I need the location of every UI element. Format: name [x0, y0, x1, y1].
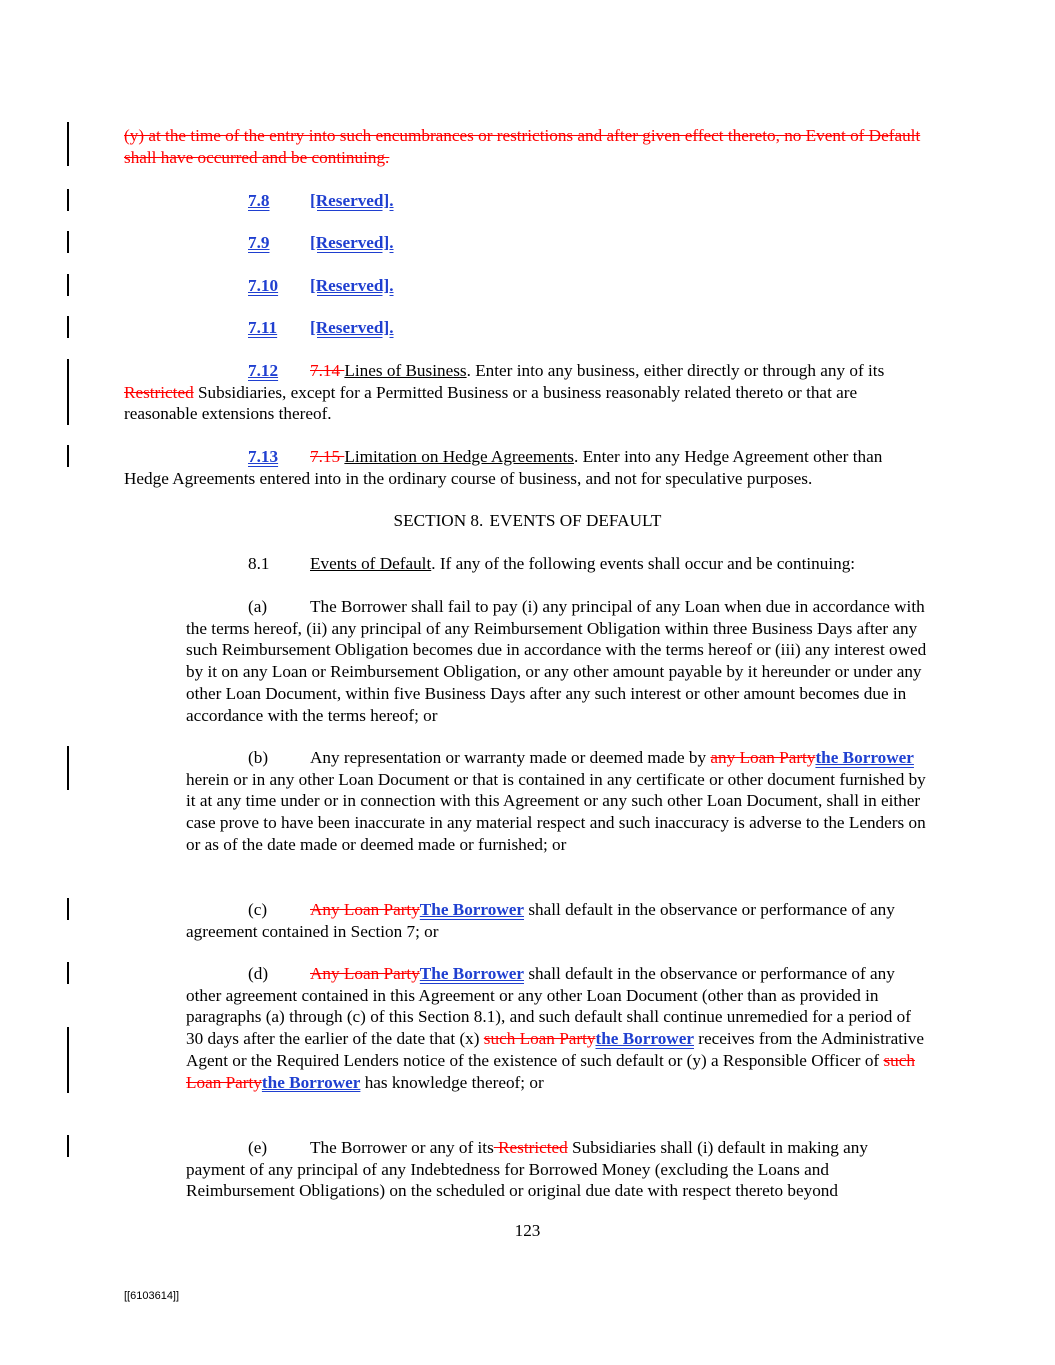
section-heading-title: EVENTS OF DEFAULT [489, 511, 662, 530]
deleted-text: (y) at the time of the entry into such encumbrances or restrictions and after given effect thereto, no Event of Default shall have occurred and be continuing. [124, 126, 921, 167]
section-number: 7.13 [248, 447, 279, 466]
body-text: . Enter into any business, either directly or through any of its [466, 361, 885, 380]
inserted-text: The Borrower [419, 964, 525, 983]
section-7-8 [248, 190, 394, 212]
clause-d [186, 963, 930, 1093]
change-bar [67, 316, 69, 338]
clause-b [186, 747, 930, 856]
section-title: [Reserved]. [310, 318, 394, 337]
body-text: has knowledge thereof; or [360, 1072, 544, 1092]
body-text: shall default in the observance or performance of any agreement contained in Section 7; or [186, 900, 895, 941]
section-number: 7.9 [248, 233, 270, 252]
section-title: [Reserved]. [310, 233, 394, 252]
change-bar [67, 445, 69, 467]
section-7-12 [124, 360, 930, 425]
section-7-9 [248, 232, 394, 254]
section-number: 8.1 [248, 554, 270, 573]
section-title: Events of Default [310, 554, 432, 573]
section-number: 7.8 [248, 191, 270, 210]
inserted-text: the Borrower [261, 1072, 361, 1092]
clause-e [186, 1137, 930, 1202]
body-text: . Enter into any Hedge Agreement other than Hedge Agreements entered into in the ordinary course of business, and not for speculative purposes. [124, 447, 883, 488]
inserted-text: the Borrower [815, 748, 914, 767]
change-bar [67, 122, 69, 166]
deleted-text: Any Loan Party [310, 964, 420, 983]
section-7-10 [248, 275, 394, 297]
deleted-text: such Loan Party [483, 1029, 596, 1049]
change-bar [67, 962, 69, 984]
section-title: Lines of Business [344, 361, 467, 380]
section-title: [Reserved]. [310, 276, 394, 295]
deleted-number: 7.15 [310, 447, 345, 466]
body-text: Any representation or warranty made or deemed made by [310, 748, 711, 767]
section-heading [0, 510, 1055, 532]
section-title: Limitation on Hedge Agreements [344, 447, 574, 466]
deleted-number: 7.14 [310, 361, 345, 380]
change-bar [67, 189, 69, 211]
body-text: herein or in any other Loan Document or that is contained in any certificate or other document furnished by it at any time under or in connection with this Agreement or any such other Loan Document, shall in either case prove to have been inaccurate in any material respect and such inaccuracy is adverse to the Lenders on or as of the date made or deemed made or furnished; or [186, 769, 926, 854]
change-bar [67, 274, 69, 296]
clause-c [186, 899, 930, 942]
clause-a [186, 596, 930, 726]
body-text: receives from the Administrative Agent or the Required Lenders notice of the existence of such default or (y) a Responsible Officer of [186, 1029, 925, 1070]
deleted-text: Restricted [493, 1138, 568, 1157]
section-8-1 [248, 553, 855, 575]
clause-label: (b) [248, 748, 269, 767]
change-bar [67, 1135, 69, 1157]
body-text: Subsidiaries, except for a Permitted Business or a business reasonably related thereto or that are reasonable extensions thereof. [124, 382, 858, 424]
page-number: 123 [514, 1221, 541, 1240]
clause-label: (a) [248, 597, 268, 616]
section-number: 7.12 [248, 361, 279, 380]
deleted-text: Any Loan Party [310, 900, 420, 919]
change-bar [67, 746, 69, 790]
section-title: [Reserved]. [310, 191, 394, 210]
section-7-13 [124, 446, 930, 489]
deleted-text: such Loan Party [186, 1050, 915, 1092]
body-text: The Borrower shall fail to pay (i) any principal of any Loan when due in accordance with the terms hereof, (ii) any principal of any Reimbursement Obligation within three Business Days after any such Reimbursement Obligation becomes due in accordance with the terms hereof or (iii) any interest owed by it on any Loan or Reimbursement Obligation, or any other amount payable by it hereunder or under any other Loan Document, within five Business Days after any such interest or other amount becomes due in accordance with the terms hereof; or [186, 597, 927, 725]
change-bar [67, 898, 69, 920]
body-text: Subsidiaries shall (i) default in making any payment of any principal of any Indebtedness for Borrowed Money (excluding the Loans and Reimbursement Obligations) on the scheduled or original due date with respect thereto beyond [186, 1138, 868, 1201]
inserted-text: The Borrower [419, 900, 525, 919]
section-7-11 [248, 317, 394, 339]
deleted-text: any Loan Party [710, 748, 816, 767]
body-text: . If any of the following events shall occur and be continuing: [431, 554, 856, 573]
change-bar [67, 359, 69, 425]
document-id-footer: [[6103614]] [124, 1290, 180, 1302]
clause-label: (d) [248, 964, 269, 983]
section-heading-number: SECTION 8. [393, 511, 484, 530]
deleted-text: Restricted [124, 382, 194, 402]
body-text: shall default in the observance or performance of any other agreement contained in this Agreement or any other Loan Document (other than as provided in paragraphs (a) through (c) of this Section 8.1), and such default shall continue unremedied for a period of 30 days after the earlier of the date that (x) [186, 964, 911, 1049]
change-bar [67, 231, 69, 253]
section-number: 7.10 [248, 276, 279, 295]
clause-label: (c) [248, 900, 268, 919]
section-number: 7.11 [248, 318, 278, 337]
body-text: The Borrower or any of its [310, 1138, 494, 1157]
change-bar [67, 1027, 69, 1093]
inserted-text: the Borrower [595, 1029, 694, 1049]
clause-label: (e) [248, 1138, 268, 1157]
deleted-paragraph [124, 125, 930, 168]
